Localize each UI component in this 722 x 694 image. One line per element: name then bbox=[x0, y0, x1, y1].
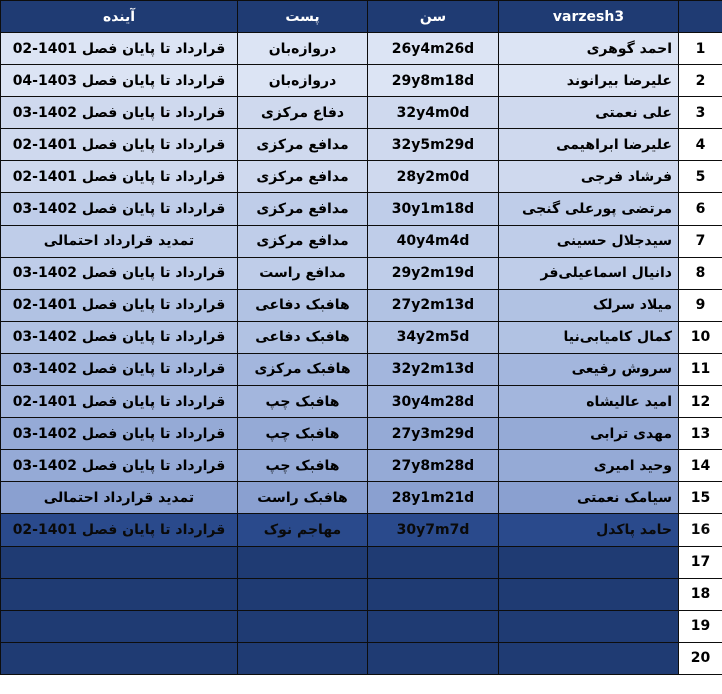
table-row[interactable] bbox=[1, 610, 722, 642]
position-cell[interactable] bbox=[238, 546, 368, 578]
name-cell[interactable]: سیامک نعمتی bbox=[499, 482, 679, 514]
header-position[interactable]: پست bbox=[238, 1, 368, 33]
name-cell[interactable]: مرتضی پورعلی گنجی bbox=[499, 193, 679, 225]
table-row[interactable] bbox=[1, 129, 722, 161]
name-cell[interactable]: احمد گوهری bbox=[499, 33, 679, 65]
row-number-cell[interactable]: 9 bbox=[679, 289, 722, 321]
row-number-cell[interactable]: 2 bbox=[679, 65, 722, 97]
position-cell[interactable] bbox=[238, 610, 368, 642]
future-cell[interactable]: قرارداد تا پایان فصل 1402-03 bbox=[1, 97, 238, 129]
row-number-cell[interactable]: 4 bbox=[679, 129, 722, 161]
future-cell[interactable]: قرارداد تا پایان فصل 1401-02 bbox=[1, 289, 238, 321]
position-cell[interactable]: مدافع راست bbox=[238, 257, 368, 289]
age-cell[interactable]: 40y4m4d bbox=[368, 225, 499, 257]
future-cell[interactable]: تمدید قرارداد احتمالی bbox=[1, 225, 238, 257]
row-number-cell[interactable]: 18 bbox=[679, 578, 722, 610]
position-cell[interactable]: هافبک دفاعی bbox=[238, 321, 368, 353]
name-cell[interactable]: علیرضا بیرانوند bbox=[499, 65, 679, 97]
table-row[interactable] bbox=[1, 514, 722, 546]
age-cell[interactable]: 30y4m28d bbox=[368, 386, 499, 418]
age-cell[interactable]: 30y7m7d bbox=[368, 514, 499, 546]
name-cell[interactable]: سروش رفیعی bbox=[499, 353, 679, 385]
age-cell[interactable]: 29y2m19d bbox=[368, 257, 499, 289]
row-number-cell[interactable]: 16 bbox=[679, 514, 722, 546]
position-cell[interactable]: دفاع مرکزی bbox=[238, 97, 368, 129]
row-number-cell[interactable]: 15 bbox=[679, 482, 722, 514]
row-number-cell[interactable]: 5 bbox=[679, 161, 722, 193]
position-cell[interactable]: دروازه‌بان bbox=[238, 33, 368, 65]
age-cell[interactable]: 26y4m26d bbox=[368, 33, 499, 65]
age-cell[interactable] bbox=[368, 546, 499, 578]
row-number-cell[interactable]: 1 bbox=[679, 33, 722, 65]
future-cell[interactable]: قرارداد تا پایان فصل 1401-02 bbox=[1, 161, 238, 193]
name-cell[interactable] bbox=[499, 610, 679, 642]
position-cell[interactable]: مدافع مرکزی bbox=[238, 193, 368, 225]
future-cell[interactable]: قرارداد تا پایان فصل 1402-03 bbox=[1, 353, 238, 385]
row-number-cell[interactable]: 19 bbox=[679, 610, 722, 642]
header-num[interactable] bbox=[679, 1, 722, 33]
age-cell[interactable]: 34y2m5d bbox=[368, 321, 499, 353]
position-cell[interactable]: هافبک دفاعی bbox=[238, 289, 368, 321]
table-row[interactable] bbox=[1, 353, 722, 385]
row-number-cell[interactable]: 6 bbox=[679, 193, 722, 225]
header-future[interactable]: آینده bbox=[1, 1, 238, 33]
position-cell[interactable]: هافبک مرکزی bbox=[238, 353, 368, 385]
row-number-cell[interactable]: 3 bbox=[679, 97, 722, 129]
table-row[interactable] bbox=[1, 578, 722, 610]
name-cell[interactable]: کمال کامیابی‌نیا bbox=[499, 321, 679, 353]
name-cell[interactable] bbox=[499, 578, 679, 610]
table-row[interactable] bbox=[1, 482, 722, 514]
header-name[interactable]: varzesh3 bbox=[499, 1, 679, 33]
future-cell[interactable] bbox=[1, 610, 238, 642]
future-cell[interactable]: قرارداد تا پایان فصل 1401-02 bbox=[1, 129, 238, 161]
table-row[interactable] bbox=[1, 450, 722, 482]
position-cell[interactable]: مدافع مرکزی bbox=[238, 161, 368, 193]
position-cell[interactable]: هافبک چپ bbox=[238, 450, 368, 482]
age-cell[interactable] bbox=[368, 610, 499, 642]
table-row[interactable] bbox=[1, 225, 722, 257]
future-cell[interactable]: قرارداد تا پایان فصل 1402-03 bbox=[1, 321, 238, 353]
name-cell[interactable]: مهدی ترابی bbox=[499, 418, 679, 450]
table-row[interactable] bbox=[1, 642, 722, 674]
position-cell[interactable]: هافبک چپ bbox=[238, 418, 368, 450]
age-cell[interactable]: 32y4m0d bbox=[368, 97, 499, 129]
age-cell[interactable]: 27y8m28d bbox=[368, 450, 499, 482]
table-row[interactable] bbox=[1, 193, 722, 225]
name-cell[interactable]: سیدجلال حسینی bbox=[499, 225, 679, 257]
future-cell[interactable] bbox=[1, 642, 238, 674]
age-cell[interactable] bbox=[368, 642, 499, 674]
position-cell[interactable]: دروازه‌بان bbox=[238, 65, 368, 97]
future-cell[interactable]: قرارداد تا پایان فصل 1402-03 bbox=[1, 193, 238, 225]
position-cell[interactable]: هافبک راست bbox=[238, 482, 368, 514]
table-row[interactable] bbox=[1, 33, 722, 65]
future-cell[interactable]: قرارداد تا پایان فصل 1402-03 bbox=[1, 257, 238, 289]
row-number-cell[interactable]: 10 bbox=[679, 321, 722, 353]
future-cell[interactable]: قرارداد تا پایان فصل 1401-02 bbox=[1, 33, 238, 65]
row-number-cell[interactable]: 11 bbox=[679, 353, 722, 385]
age-cell[interactable]: 28y1m21d bbox=[368, 482, 499, 514]
table-row[interactable] bbox=[1, 161, 722, 193]
future-cell[interactable]: تمدید قرارداد احتمالی bbox=[1, 482, 238, 514]
row-number-cell[interactable]: 7 bbox=[679, 225, 722, 257]
age-cell[interactable]: 28y2m0d bbox=[368, 161, 499, 193]
future-cell[interactable] bbox=[1, 546, 238, 578]
table-row[interactable] bbox=[1, 65, 722, 97]
table-row[interactable] bbox=[1, 546, 722, 578]
row-number-cell[interactable]: 17 bbox=[679, 546, 722, 578]
name-cell[interactable] bbox=[499, 546, 679, 578]
future-cell[interactable]: قرارداد تا پایان فصل 1401-02 bbox=[1, 386, 238, 418]
row-number-cell[interactable]: 12 bbox=[679, 386, 722, 418]
age-cell[interactable] bbox=[368, 578, 499, 610]
age-cell[interactable]: 32y2m13d bbox=[368, 353, 499, 385]
future-cell[interactable]: قرارداد تا پایان فصل 1403-04 bbox=[1, 65, 238, 97]
table-row[interactable] bbox=[1, 289, 722, 321]
future-cell[interactable]: قرارداد تا پایان فصل 1402-03 bbox=[1, 450, 238, 482]
name-cell[interactable] bbox=[499, 642, 679, 674]
name-cell[interactable]: وحید امیری bbox=[499, 450, 679, 482]
name-cell[interactable]: امید عالیشاه bbox=[499, 386, 679, 418]
future-cell[interactable]: قرارداد تا پایان فصل 1402-03 bbox=[1, 418, 238, 450]
name-cell[interactable]: حامد پاکدل bbox=[499, 514, 679, 546]
name-cell[interactable]: علی نعمتی bbox=[499, 97, 679, 129]
age-cell[interactable]: 30y1m18d bbox=[368, 193, 499, 225]
age-cell[interactable]: 29y8m18d bbox=[368, 65, 499, 97]
name-cell[interactable]: علیرضا ابراهیمی bbox=[499, 129, 679, 161]
header-age[interactable]: سن bbox=[368, 1, 499, 33]
future-cell[interactable] bbox=[1, 578, 238, 610]
name-cell[interactable]: دانیال اسماعیلی‌فر bbox=[499, 257, 679, 289]
position-cell[interactable]: مدافع مرکزی bbox=[238, 129, 368, 161]
age-cell[interactable]: 27y2m13d bbox=[368, 289, 499, 321]
table-row[interactable] bbox=[1, 257, 722, 289]
table-row[interactable] bbox=[1, 386, 722, 418]
name-cell[interactable]: میلاد سرلک bbox=[499, 289, 679, 321]
age-cell[interactable]: 27y3m29d bbox=[368, 418, 499, 450]
position-cell[interactable]: مهاجم نوک bbox=[238, 514, 368, 546]
row-number-cell[interactable]: 14 bbox=[679, 450, 722, 482]
table-row[interactable] bbox=[1, 321, 722, 353]
row-number-cell[interactable]: 13 bbox=[679, 418, 722, 450]
row-number-cell[interactable]: 20 bbox=[679, 642, 722, 674]
position-cell[interactable] bbox=[238, 578, 368, 610]
name-cell[interactable]: فرشاد فرجی bbox=[499, 161, 679, 193]
row-number-cell[interactable]: 8 bbox=[679, 257, 722, 289]
table-row[interactable] bbox=[1, 97, 722, 129]
table-row[interactable] bbox=[1, 418, 722, 450]
future-cell[interactable]: قرارداد تا پایان فصل 1401-02 bbox=[1, 514, 238, 546]
age-cell[interactable]: 32y5m29d bbox=[368, 129, 499, 161]
position-cell[interactable]: مدافع مرکزی bbox=[238, 225, 368, 257]
header-row bbox=[1, 1, 722, 33]
position-cell[interactable]: هافبک چپ bbox=[238, 386, 368, 418]
position-cell[interactable] bbox=[238, 642, 368, 674]
